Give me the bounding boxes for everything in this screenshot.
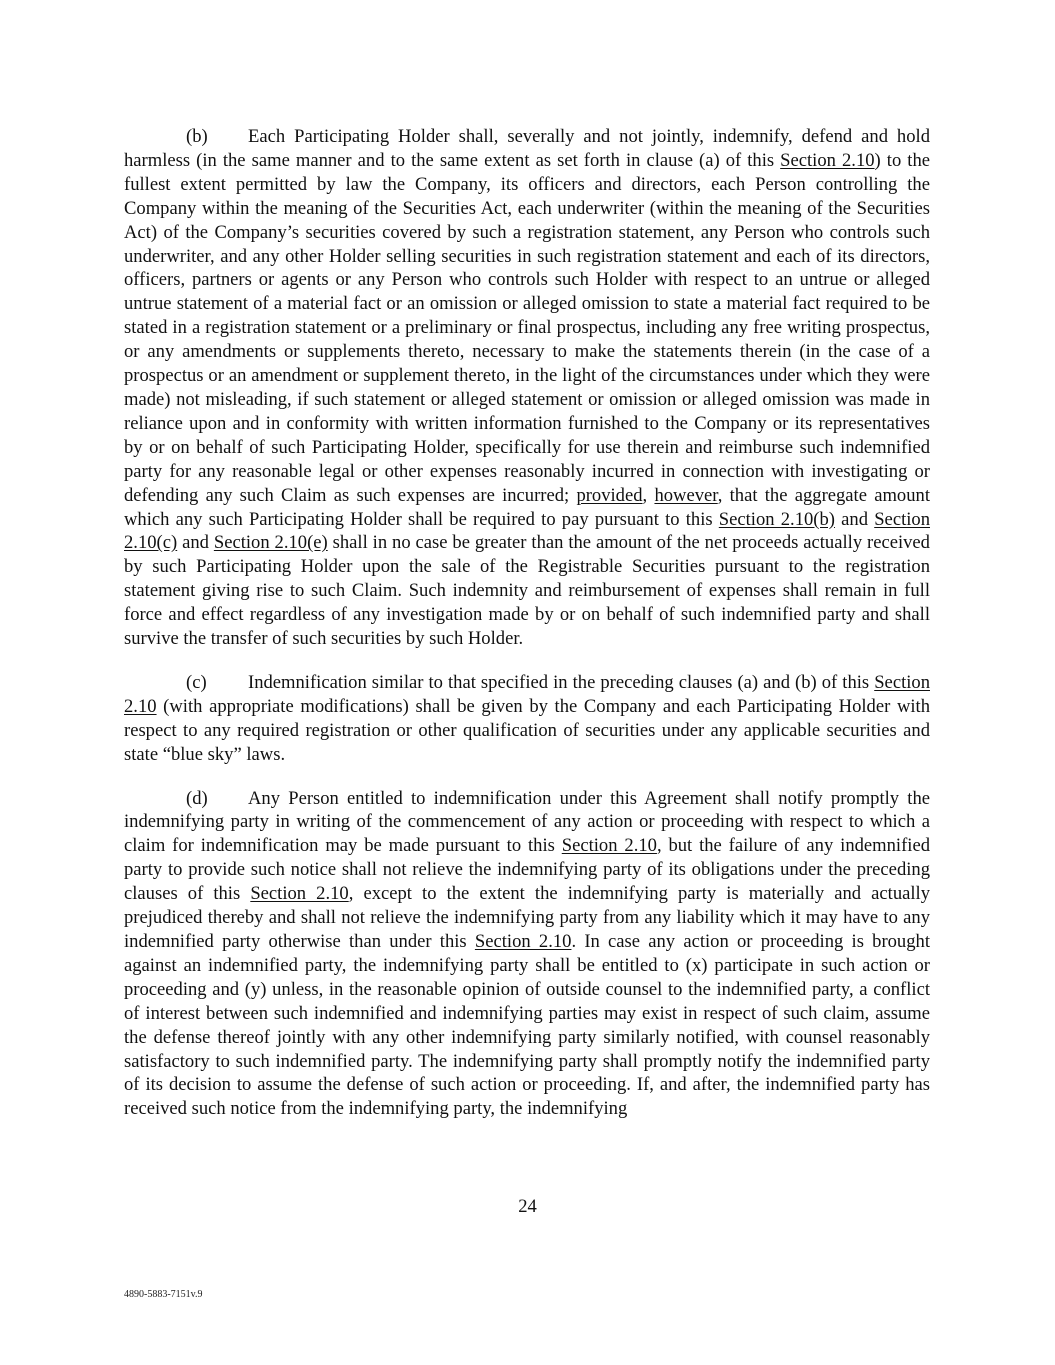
section-reference: Section 2.10 xyxy=(474,931,572,952)
paragraph-label: (c) xyxy=(186,671,207,693)
paragraph-label: (b) xyxy=(186,126,208,147)
page-number: 24 xyxy=(518,1196,537,1217)
text-run: , xyxy=(642,484,655,506)
text-run: Any Person entitled to indemnification under this Agreement shall notify promptly the indemnifying party in writing of the commencement of any action or proceeding with respect to which a claim for indemnification may be made pursuant to this xyxy=(124,787,930,857)
text-run: ) to the fullest extent permitted by law the Company, its officers and directors, each Person controlling the Company within the meaning of the Securities Act, each underwriter (within the meaning of the Securities Act) of the Company’s securities covered by such a registration statement, any Person who controls such underwriter, and any other Holder selling securities in such registration statement and each of its directors, officers, partners or agents or any Person who controls such Holder with respect to an untrue or alleged untrue statement of a material fact or an omission or alleged omission to state a material fact required to be stated in a registration statement or a preliminary or final prospectus, including any free writing prospectus, or any amendments or supplements thereto, necessary to make the statements therein (in the case of a prospectus or an amendment or supplement thereto, in the light of the circumstances under which they were made) not misleading, if such statement or alleged statement or omission or alleged omission was made in reliance upon and in conformity with written information furnished to the Company or its representatives by or on behalf of such Participating Holder, specifically for use therein and reimburse such indemnified party for any reasonable legal or other expenses reasonably incurred in connection with investigating or defending any such Claim as such expenses are incurred; xyxy=(124,149,931,506)
section-reference: Section 2.10 xyxy=(780,149,875,171)
text-run: Indemnification similar to that specified in the preceding clauses (a) and (b) of this xyxy=(248,671,875,693)
paragraph-d xyxy=(124,787,930,1122)
paragraph-label: (d) xyxy=(186,787,208,809)
paragraph-c xyxy=(124,671,930,767)
text-run: , but the failure of any indemnified party to provide such notice shall not relieve the indemnifying party of its obligations under the preceding clauses of this xyxy=(124,835,930,905)
section-reference: Section 2.10 xyxy=(561,835,657,857)
document-id: 4890-5883-7151v.9 xyxy=(124,1289,203,1300)
text-run: and xyxy=(834,508,875,530)
text-run: Each Participating Holder shall, severally and not jointly, indemnify, defend and hold harmless (in the same manner and to the same extent as set forth in clause (a) of this xyxy=(124,126,930,171)
emphasis-however: however xyxy=(654,484,718,506)
section-reference: Section 2.10(b) xyxy=(718,508,835,530)
text-run: and xyxy=(177,532,214,554)
section-reference: Section 2.10 xyxy=(250,883,349,905)
text-run: , that the aggregate amount which any such Participating Holder shall be required to pay pursuant to this xyxy=(124,484,930,530)
paragraph-b xyxy=(124,125,930,651)
text-run: shall in no case be greater than the amount of the net proceeds actually received by such Participating Holder upon the sale of the Registrable Securities pursuant to the registration statement giving rise to such Claim. Such indemnity and reimbursement of expenses shall remain in full force and effect regardless of any investigation made by or on behalf of such indemnified party and shall survive the transfer of such securities by such Holder. xyxy=(124,532,930,650)
emphasis-provided: provided xyxy=(576,484,643,506)
text-run: . In case any action or proceeding is brought against an indemnified party, the indemnifying party shall be entitled to (x) participate in such action or proceeding and (y) unless, in the reasonable opinion of outside counsel to the indemnified party, a conflict of interest between such indemnified and indemnifying parties may exist in respect of such claim, assume the defense thereof jointly with any other indemnifying party similarly notified, with counsel reasonably satisfactory to such indemnified party. The indemnifying party shall promptly notify the indemnified party of its decision to assume the defense of such action or proceeding. If, and after, the indemnified party has received such notice from the indemnifying party, the indemnifying xyxy=(124,931,930,1120)
text-run: (with appropriate modifications) shall be given by the Company and each Participating Holder with respect to any required registration or other qualification of securities under any applicable securities and state “blue sky” laws. xyxy=(124,695,930,765)
section-reference: Section 2.10 xyxy=(124,671,930,717)
section-reference: Section 2.10(c) xyxy=(124,508,930,554)
body-text xyxy=(124,125,930,1141)
text-run: , except to the extent the indemnifying party is materially and actually prejudiced thereby and shall not relieve the indemnifying party from any liability which it may have to any indemnified party otherwise than under this xyxy=(124,883,930,952)
section-reference: Section 2.10(e) xyxy=(213,532,328,554)
